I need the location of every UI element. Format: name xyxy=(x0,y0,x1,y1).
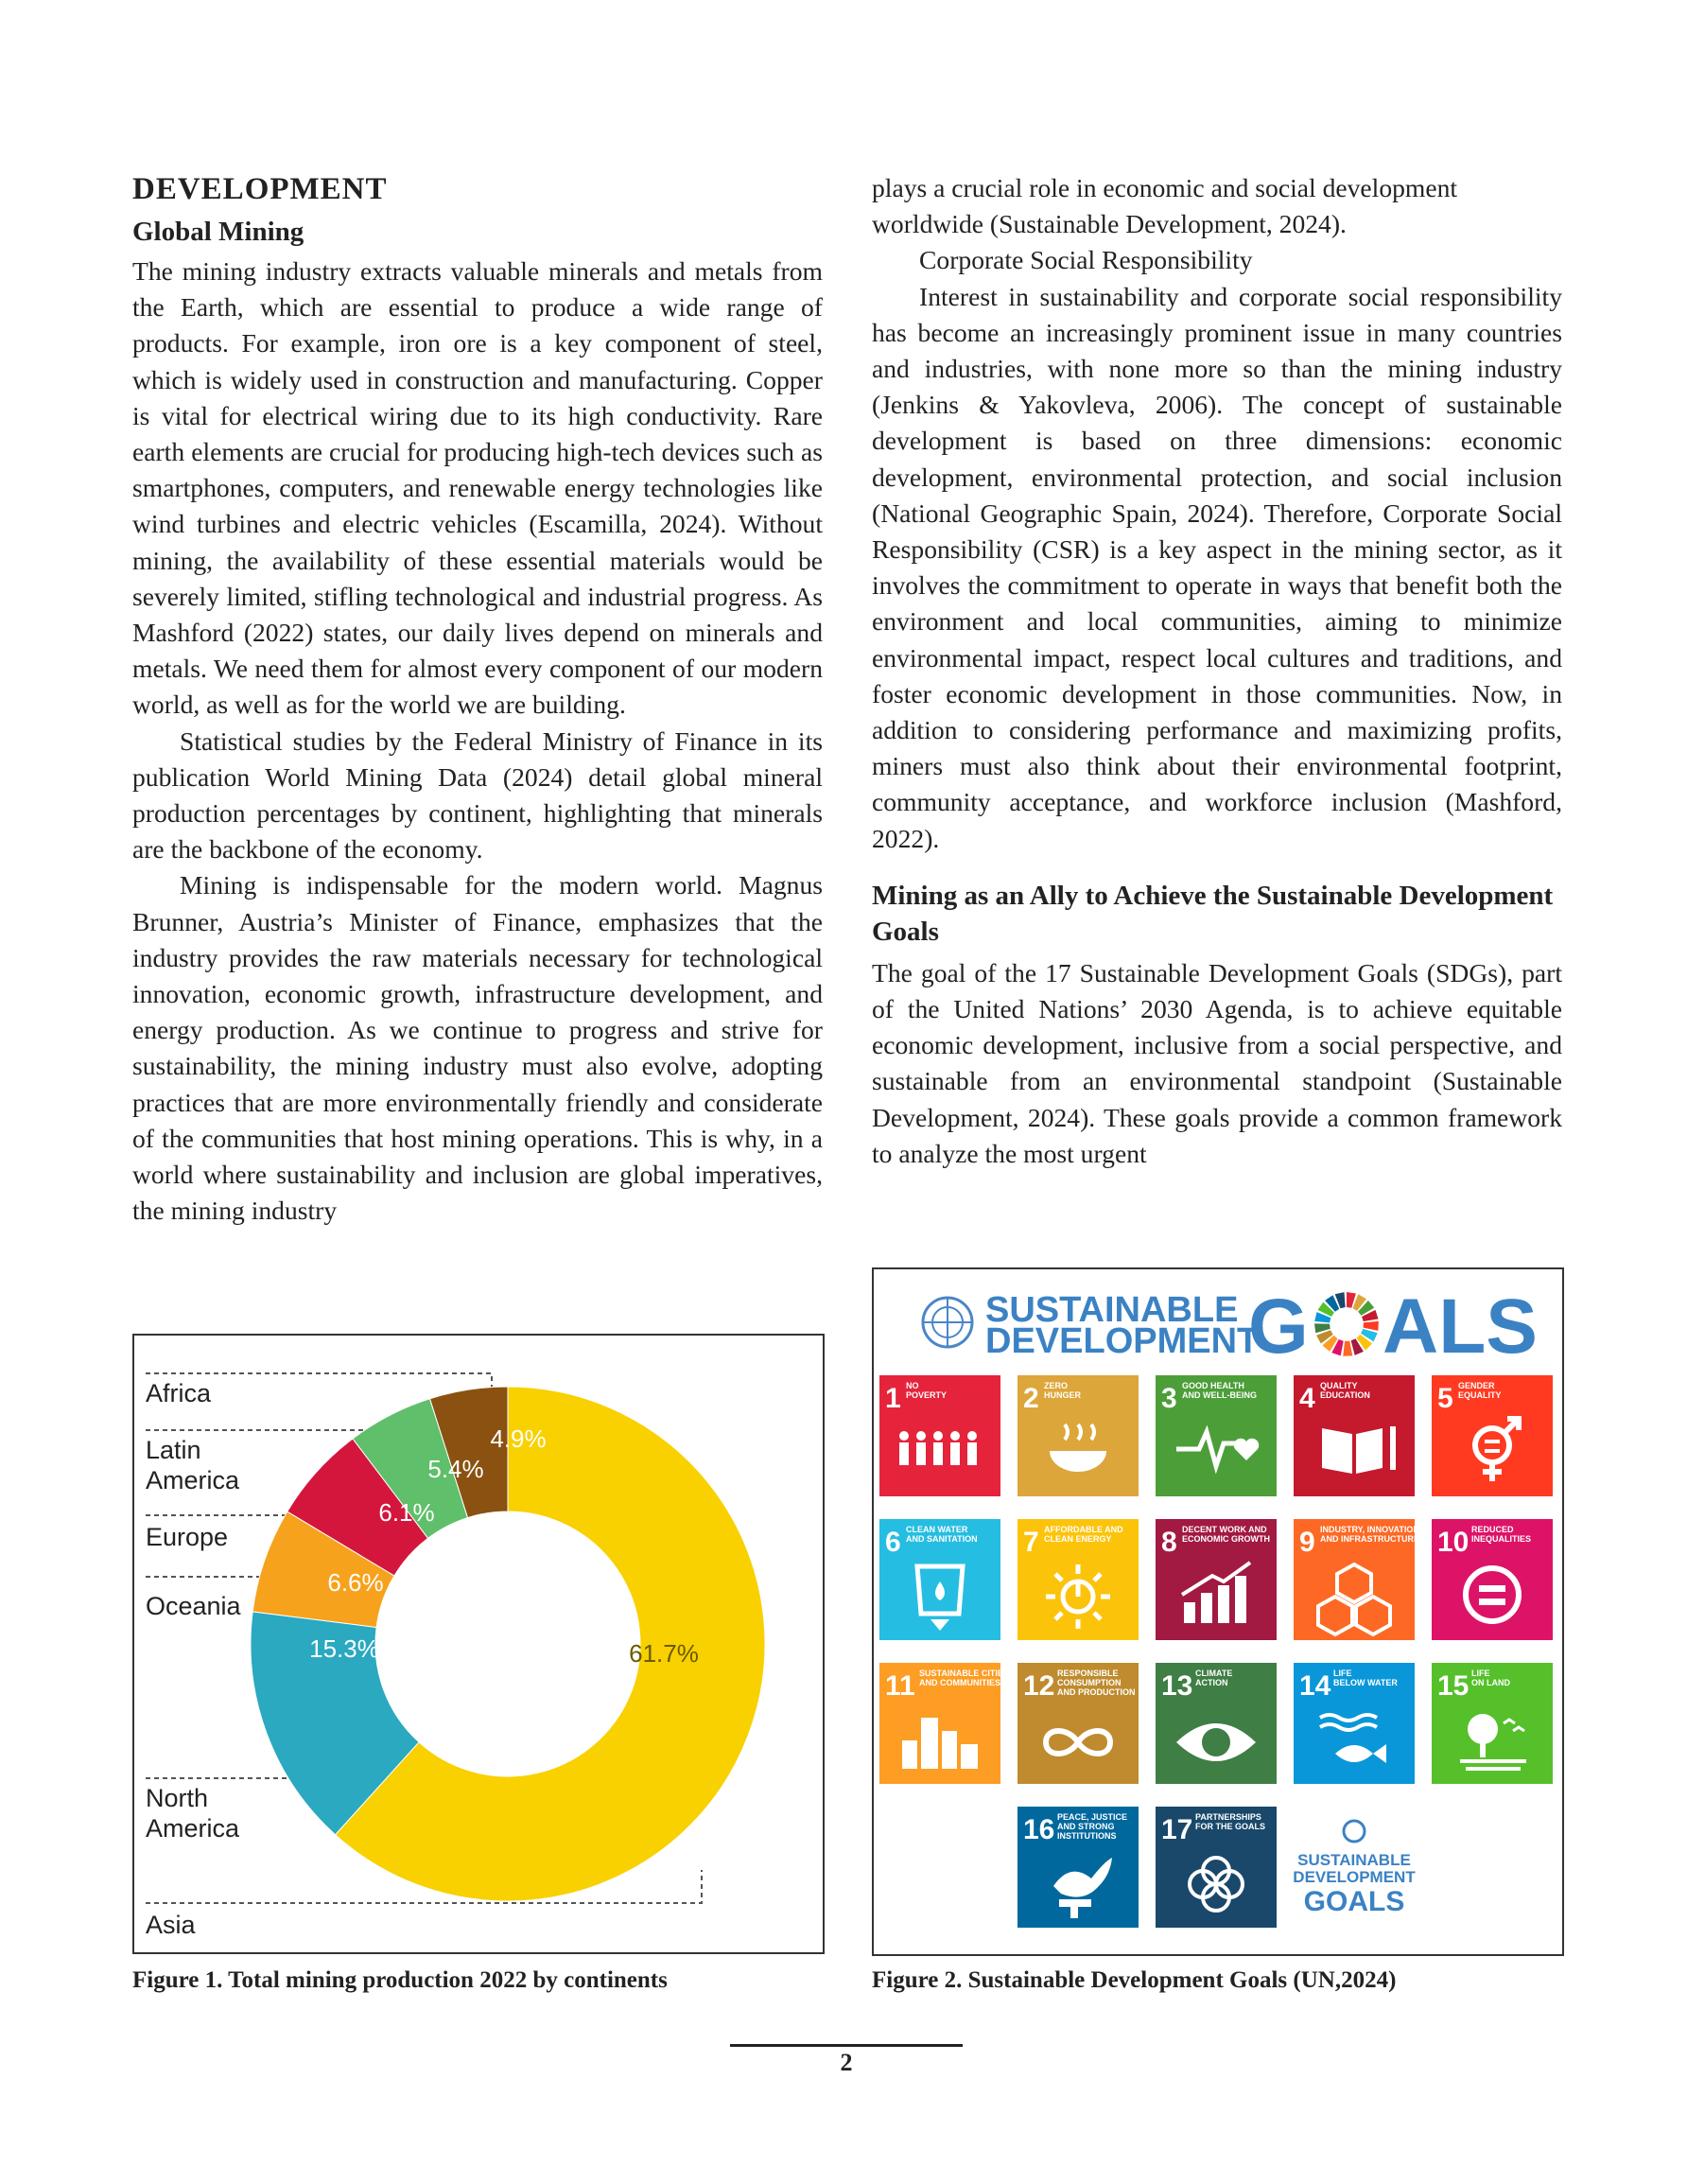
label-latin-america-line1: Latin xyxy=(146,1436,201,1464)
donut-chart xyxy=(134,1336,823,1952)
wheel-segment xyxy=(1343,1341,1352,1356)
tile-number: 17 xyxy=(1161,1814,1193,1845)
tile-label-line1: PARTNERSHIPS xyxy=(1195,1812,1261,1822)
tile-label-line2: CLEAN ENERGY xyxy=(1044,1534,1112,1544)
banner-development: DEVELOPMENT xyxy=(985,1321,1260,1361)
tile-label-line2: BELOW WATER xyxy=(1333,1678,1398,1687)
sdg-tile-16 xyxy=(1017,1807,1139,1928)
sdg-tile-6 xyxy=(879,1519,1000,1640)
logo-line2: DEVELOPMENT xyxy=(1293,1868,1416,1886)
tile-number: 12 xyxy=(1023,1670,1055,1702)
label-north-america-line1: North xyxy=(146,1784,209,1812)
tile-label-line2: INEQUALITIES xyxy=(1471,1534,1532,1544)
tile-label-line2: AND COMMUNITIES xyxy=(919,1678,1000,1687)
sdg-logo-tile xyxy=(1293,1821,1416,1917)
wheel-segment xyxy=(1364,1321,1379,1331)
sdg-heading: Mining as an Ally to Achieve the Sustainable Development Goals xyxy=(872,880,1554,947)
sdg-tile-4 xyxy=(1294,1375,1415,1496)
sdg-tile-15 xyxy=(1432,1663,1553,1784)
paragraph-continuation: plays a crucial role in economic and social development worldwide (Sustainable Development, 2024). xyxy=(872,173,1458,239)
figure-mining-production-chart xyxy=(132,1334,825,1954)
label-asia: Asia xyxy=(146,1911,196,1939)
label-latin-america-line2: America xyxy=(146,1466,240,1494)
tile-label-line1: GENDER xyxy=(1458,1381,1495,1390)
tile-number: 2 xyxy=(1023,1383,1039,1414)
paragraph-sdg: The goal of the 17 Sustainable Development Goals (SDGs), part of the United Nations’ 2030 Agenda, is to achieve equitable economic development, inclusive from a social perspective, and sustainable from an environmental standpoint (Sustainable Development, 2024). These goals provide a common framework to analyze the most urgent xyxy=(872,957,1562,1168)
tile-label-line2: POVERTY xyxy=(906,1390,948,1400)
sdg-tile-17 xyxy=(1156,1807,1277,1928)
paragraph-indispensable: Mining is indispensable for the modern world. Magnus Brunner, Austria’s Minister of Finance, emphasizes that the industry provides the raw materials necessary for technological innovation, economic growth, infrastructure development, and energy production. As we continue to progress and strive for sustainability, the mining industry must also evolve, adopting practices that are more environmentally friendly and considerate of the communities that host mining operations. This is why, in a world where sustainability and inclusion are global imperatives, the mining industry xyxy=(132,870,823,1226)
tile-label-line1: AFFORDABLE AND xyxy=(1044,1525,1123,1534)
value-label-africa: 4.9% xyxy=(490,1424,547,1453)
tile-number: 5 xyxy=(1437,1383,1453,1414)
un-emblem-icon xyxy=(923,1298,972,1347)
tile-number: 10 xyxy=(1437,1527,1470,1558)
label-north-america-line2: America xyxy=(146,1814,240,1843)
tile-label-line1: GOOD HEALTH xyxy=(1182,1381,1244,1390)
tile-label-line1: CLEAN WATER xyxy=(906,1525,968,1534)
sdg-tiles xyxy=(879,1375,1553,1928)
sdg-tile-7 xyxy=(1017,1519,1139,1640)
banner-goals-g: G xyxy=(1248,1284,1309,1370)
paragraph-mining-intro: The mining industry extracts valuable minerals and metals from the Earth, which are essential to produce a wide range of products. For example, iron ore is a key component of steel, which is widely used in construction and manufacturing. Copper is vital for electrical wiring due to its high conductivity. Rare earth elements are crucial for producing high-tech devices such as smartphones, computers, and renewable energy technologies like wind turbines and electric vehicles (Escamilla, 2024). Without mining, the availability of these essential materials would be severely limited, stifling technological and industrial progress. As Mashford (2022) states, our daily lives depend on minerals and metals. We need them for almost every component of our modern world, as well as for the world we are building. xyxy=(132,256,823,720)
paragraph-statistical-studies: Statistical studies by the Federal Ministry of Finance in its publication World Mining Data (2024) detail global mineral production percentages by continent, highlighting that minerals are the backbone of the economy. xyxy=(132,725,823,865)
value-label-oceania: 6.6% xyxy=(327,1568,384,1597)
logo-line3: GOALS xyxy=(1303,1886,1405,1917)
tile-label-line1: RESPONSIBLE xyxy=(1057,1669,1119,1678)
paragraph-csr: Interest in sustainability and corporate social responsibility has become an increasingly prominent issue in many countries and industries, with none more so than the mining industry (Jenkins & Yakovleva, 2006). The concept of sustainable development is based on three dimensions: economic development, environmental protection, and social inclusion (National Geographic Spain, 2024). Therefore, Corporate Social Responsibility (CSR) is a key aspect in the mining sector, as it involves the commitment to operate in ways that benefit both the environment and local communities, aiming to minimize environmental impact, respect local cultures and traditions, and foster economic development in those communities. Now, in addition to considering performance and maximizing profits, miners must also think about their environmental footprint, community acceptance, and workforce inclusion (Mashford, 2022). xyxy=(872,281,1562,853)
sdg-tile-9 xyxy=(1294,1519,1419,1640)
tile-number: 14 xyxy=(1299,1670,1331,1702)
section-title: DEVELOPMENT xyxy=(132,172,388,206)
tile-label-line1: SUSTAINABLE CITIES xyxy=(919,1669,1009,1678)
tile-label-line2: ECONOMIC GROWTH xyxy=(1182,1534,1270,1544)
sdg-tile-2 xyxy=(1017,1375,1139,1496)
tile-number: 6 xyxy=(885,1527,901,1558)
sdg-tile-3 xyxy=(1156,1375,1277,1496)
figure2-caption: Figure 2. Sustainable Development Goals (UN,2024) xyxy=(872,1967,1397,1993)
tile-number: 8 xyxy=(1161,1527,1177,1558)
label-europe: Europe xyxy=(146,1523,229,1551)
tile-number: 7 xyxy=(1023,1527,1039,1558)
banner-sustainable: SUSTAINABLE xyxy=(985,1290,1239,1330)
tile-number: 1 xyxy=(885,1383,901,1414)
tile-label-line1: QUALITY xyxy=(1320,1381,1358,1390)
tile-number: 4 xyxy=(1299,1383,1315,1414)
tile-label-line2: EDUCATION xyxy=(1320,1390,1370,1400)
figure1-caption: Figure 1. Total mining production 2022 by continents xyxy=(132,1967,668,1993)
sdg-banner xyxy=(923,1284,1538,1370)
tile-number: 3 xyxy=(1161,1383,1177,1414)
tile-number: 16 xyxy=(1023,1814,1055,1845)
tile-label-line2: AND SANITATION xyxy=(906,1534,978,1544)
tile-label-line1: REDUCED xyxy=(1471,1525,1514,1534)
tile-label-line1: CLIMATE xyxy=(1195,1669,1233,1678)
tile-label-line2: EQUALITY xyxy=(1458,1390,1502,1400)
value-label-europe: 6.1% xyxy=(378,1498,435,1527)
tile-label-line3: INSTITUTIONS xyxy=(1057,1831,1117,1841)
value-label-asia: 61.7% xyxy=(629,1639,699,1668)
csr-heading: Corporate Social Responsibility xyxy=(919,245,1253,275)
tile-label-line2: AND STRONG xyxy=(1057,1822,1115,1831)
tile-label-line1: NO xyxy=(906,1381,919,1390)
tile-label-line1: LIFE xyxy=(1333,1669,1352,1678)
tile-label-line2: AND INFRASTRUCTURE xyxy=(1320,1534,1419,1544)
banner-goals-rest: ALS xyxy=(1383,1284,1538,1370)
label-oceania: Oceania xyxy=(146,1592,241,1620)
sdg-tile-1 xyxy=(879,1375,1000,1496)
sdg-tile-8 xyxy=(1156,1519,1277,1640)
sdg-tile-12 xyxy=(1017,1663,1139,1784)
tile-label-line1: PEACE, JUSTICE xyxy=(1057,1812,1128,1822)
footer-rule xyxy=(730,2044,963,2047)
figure-sdg-grid xyxy=(872,1267,1564,1956)
sdg-wheel-icon xyxy=(1314,1292,1379,1356)
label-africa: Africa xyxy=(146,1379,212,1407)
tile-number: 15 xyxy=(1437,1670,1470,1702)
un-emblem-small-icon xyxy=(1344,1821,1365,1842)
tile-number: 11 xyxy=(885,1670,915,1702)
tile-label-line2: ACTION xyxy=(1195,1678,1228,1687)
tile-label-line1: LIFE xyxy=(1471,1669,1490,1678)
left-column xyxy=(132,170,823,1229)
right-column xyxy=(872,170,1562,1172)
sdg-tile-14 xyxy=(1294,1663,1415,1784)
tile-number: 13 xyxy=(1161,1670,1193,1702)
logo-line1: SUSTAINABLE xyxy=(1297,1851,1411,1869)
tile-label-line2: AND WELL-BEING xyxy=(1182,1390,1257,1400)
sdg-tile-13 xyxy=(1156,1663,1277,1784)
tile-label-line1: DECENT WORK AND xyxy=(1182,1525,1267,1534)
tile-number: 9 xyxy=(1299,1527,1315,1558)
value-label-north-america: 15.3% xyxy=(309,1634,379,1663)
sdg-tile-5 xyxy=(1432,1375,1553,1496)
tile-label-line3: AND PRODUCTION xyxy=(1057,1687,1136,1697)
tile-label-line1: ZERO xyxy=(1044,1381,1069,1390)
global-mining-heading: Global Mining xyxy=(132,217,304,247)
tile-label-line1: INDUSTRY, INNOVATION xyxy=(1320,1525,1419,1534)
page-number: 2 xyxy=(840,2049,853,2076)
sdg-tile-10 xyxy=(1432,1519,1553,1640)
value-label-latin-america: 5.4% xyxy=(427,1455,484,1483)
sdg-tile-11 xyxy=(879,1663,1009,1784)
tile-label-line2: HUNGER xyxy=(1044,1390,1082,1400)
sdg-graphic xyxy=(874,1269,1562,1954)
tile-label-line2: ON LAND xyxy=(1471,1678,1510,1687)
tile-label-line2: CONSUMPTION xyxy=(1057,1678,1122,1687)
tile-label-line2: FOR THE GOALS xyxy=(1195,1822,1265,1831)
